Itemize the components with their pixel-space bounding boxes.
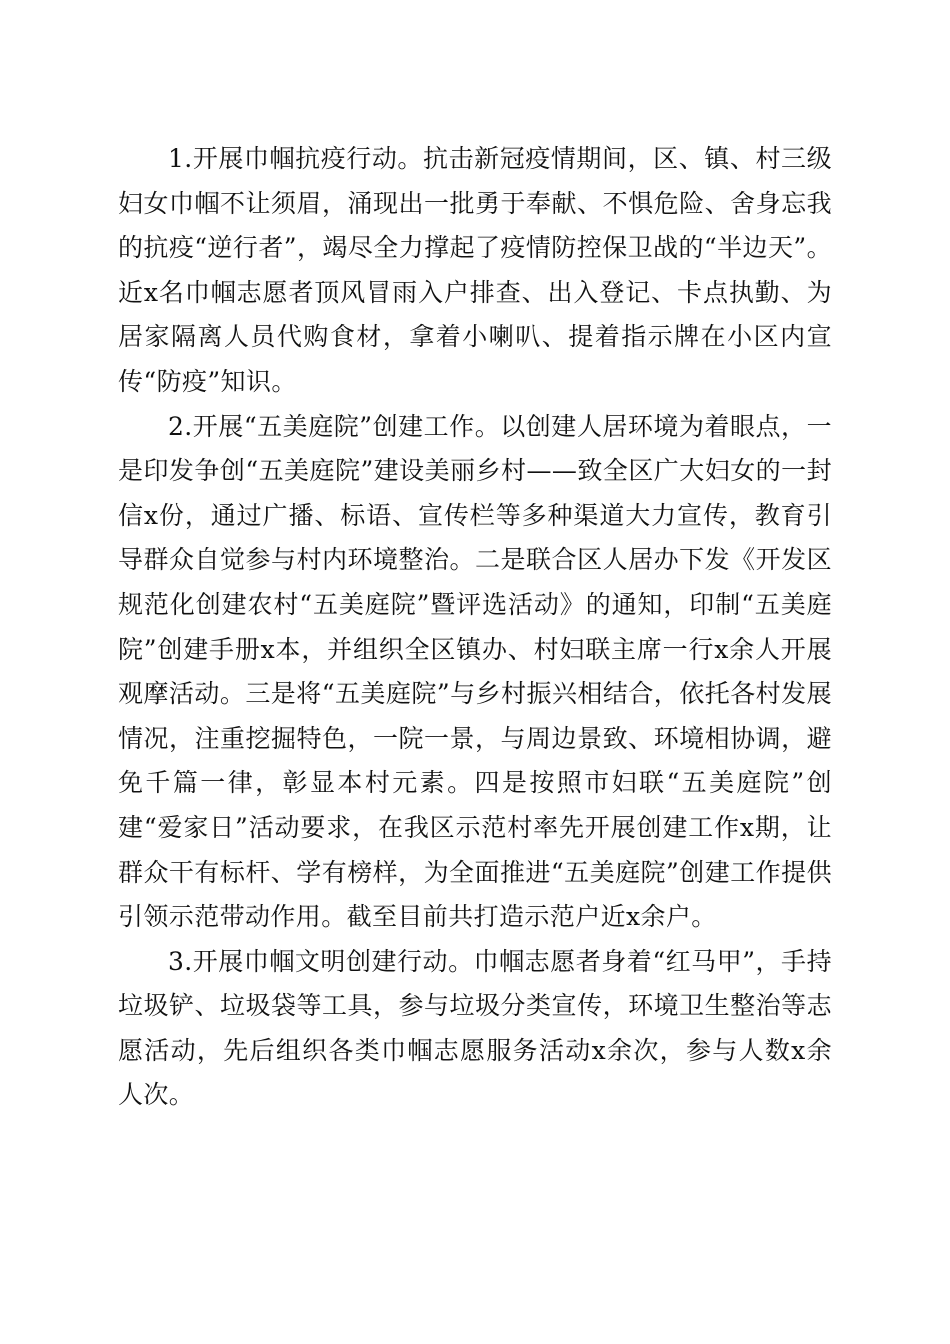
paragraph-five-beauty-courtyard: 2.开展“五美庭院”创建工作。以创建人居环境为着眼点，一是印发争创“五美庭院”建设美丽乡村——致全区广大妇女的一封信x份，通过广播、标语、宣传栏等多种渠道大力宣传，教育引导群众自觉参与村内环境整治。二是联合区人居办下发《开发区规范化创建农村“五美庭院”暨评选活动》的通知，印制“五美庭院”创建手册x本，并组织全区镇办、村妇联主席一行x余人开展观摩活动。三是将“五美庭院”与乡村振兴相结合，依托各村发展情况，注重挖掘特色，一院一景，与周边景致、环境相协调，避免千篇一律，彰显本村元素。四是按照市妇联“五美庭院”创建“爱家日”活动要求，在我区示范村率先开展创建工作x期，让群众干有标杆、学有榜样，为全面推进“五美庭院”创建工作提供引领示范带动作用。截至目前共打造示范户近x余户。 [118,411,832,932]
paragraph-anti-epidemic: 1.开展巾帼抗疫行动。抗击新冠疫情期间，区、镇、村三级妇女巾帼不让须眉，涌现出一批勇于奉献、不惧危险、舍身忘我的抗疫“逆行者”，竭尽全力撑起了疫情防控保卫战的“半边天”。近x名巾帼志愿者顶风冒雨入户排查、出入登记、卡点执勤、为居家隔离人员代购食材，拿着小喇叭、提着指示牌在小区内宣传“防疫”知识。 [118,144,832,396]
document-body [118,137,832,1118]
paragraph-civilization-campaign: 3.开展巾帼文明创建行动。巾帼志愿者身着“红马甲”，手持垃圾铲、垃圾袋等工具，参与垃圾分类宣传，环境卫生整治等志愿活动，先后组织各类巾帼志愿服务活动x余次，参与人数x余人次。 [118,946,832,1110]
